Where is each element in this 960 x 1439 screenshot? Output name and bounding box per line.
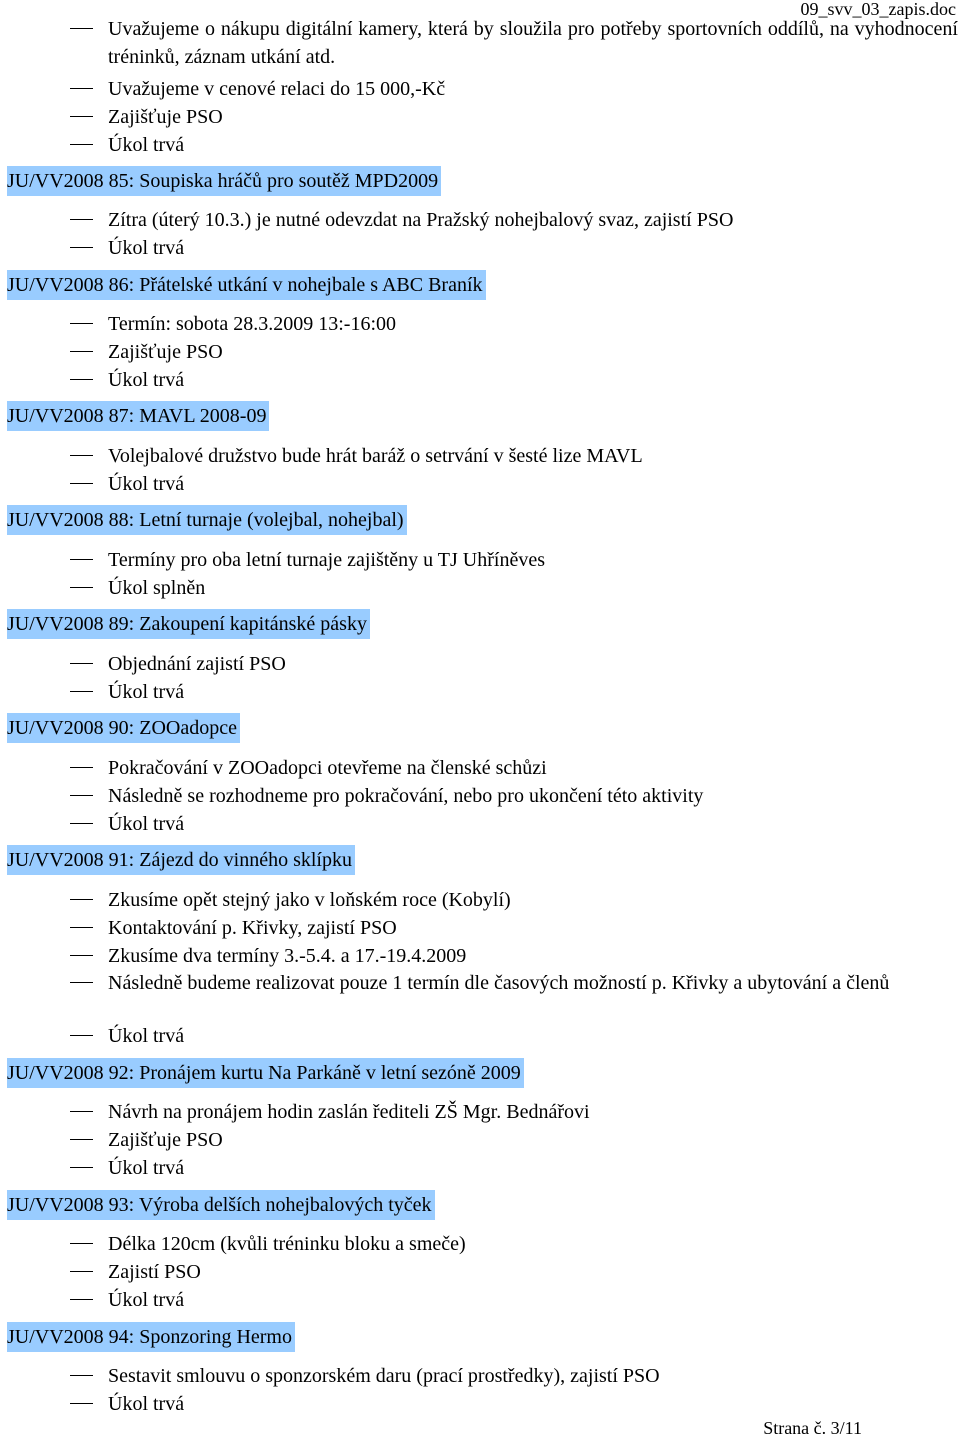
list-item <box>0 338 960 366</box>
dash-bullet-icon <box>70 88 93 89</box>
dash-bullet-icon <box>70 1271 93 1272</box>
list-item-text: Úkol trvá <box>108 813 185 835</box>
dash-bullet-icon <box>70 587 93 588</box>
list-item-text: Uvažujeme o nákupu digitální kamery, která by sloužila pro potřeby sportovních oddílů, na vyhodnocení tréninků, záznam utkání atd. <box>108 18 958 68</box>
dash-bullet-icon <box>70 899 93 900</box>
list-item <box>0 442 960 470</box>
list-item <box>0 810 960 838</box>
document-filename: 09_svv_03_zapis.doc <box>800 0 956 19</box>
section-heading: JU/VV2008 88: Letní turnaje (volejbal, nohejbal) <box>7 505 407 535</box>
list-item-text: Úkol splněn <box>108 577 206 599</box>
dash-bullet-icon <box>70 1139 93 1140</box>
list-item <box>0 678 960 706</box>
dash-bullet-icon <box>70 455 93 456</box>
dash-bullet-icon <box>70 1375 93 1376</box>
list-item-text: Zkusíme dva termíny 3.-5.4. a 17.-19.4.2009 <box>108 945 467 967</box>
dash-bullet-icon <box>70 767 93 768</box>
list-item <box>0 574 960 602</box>
list-item <box>0 131 960 159</box>
dash-bullet-icon <box>70 982 93 983</box>
list-item-text: Zajistí PSO <box>108 1261 201 1283</box>
list-item-text: Zkusíme opět stejný jako v loňském roce (Kobylí) <box>108 889 511 911</box>
list-item <box>0 914 960 942</box>
dash-bullet-icon <box>70 559 93 560</box>
list-item <box>0 1258 960 1286</box>
dash-bullet-icon <box>70 116 93 117</box>
dash-bullet-icon <box>70 927 93 928</box>
list-item <box>0 969 960 1025</box>
dash-bullet-icon <box>70 823 93 824</box>
list-item-text: Úkol trvá <box>108 681 185 703</box>
dash-bullet-icon <box>70 1167 93 1168</box>
list-item-text: Návrh na pronájem hodin zaslán řediteli ZŠ Mgr. Bednářovi <box>108 1101 590 1123</box>
list-item <box>0 1022 960 1050</box>
list-item-text: Zajišťuje PSO <box>108 341 223 363</box>
list-item-text: Pokračování v ZOOadopci otevřeme na členské schůzi <box>108 757 547 779</box>
list-item-text: Termíny pro oba letní turnaje zajištěny u TJ Uhříněves <box>108 549 546 571</box>
list-item-text: Úkol trvá <box>108 1025 185 1047</box>
section-heading: JU/VV2008 85: Soupiska hráčů pro soutěž MPD2009 <box>7 166 441 196</box>
list-item <box>0 754 960 782</box>
dash-bullet-icon <box>70 691 93 692</box>
list-item-text: Uvažujeme v cenové relaci do 15 000,-Kč <box>108 78 446 100</box>
list-item-text: Úkol trvá <box>108 1393 185 1415</box>
list-item-text: Následně budeme realizovat pouze 1 termín dle časových možností p. Křivky a ubytování a členů <box>108 972 890 994</box>
list-item-text: Následně se rozhodneme pro pokračování, nebo pro ukončení této aktivity <box>108 785 704 807</box>
list-item <box>0 103 960 131</box>
section-heading: JU/VV2008 91: Zájezd do vinného sklípku <box>7 845 355 875</box>
dash-bullet-icon <box>70 144 93 145</box>
section-heading: JU/VV2008 90: ZOOadopce <box>7 713 240 743</box>
list-item <box>0 234 960 262</box>
section-heading: JU/VV2008 87: MAVL 2008-09 <box>7 401 269 431</box>
list-item-text: Zajišťuje PSO <box>108 1129 223 1151</box>
list-item <box>0 942 960 970</box>
list-item <box>0 15 960 71</box>
dash-bullet-icon <box>70 28 93 29</box>
list-item <box>0 650 960 678</box>
dash-bullet-icon <box>70 1035 93 1036</box>
section-heading: JU/VV2008 89: Zakoupení kapitánské pásky <box>7 609 370 639</box>
list-item <box>0 206 960 234</box>
list-item-text: Úkol trvá <box>108 237 185 259</box>
dash-bullet-icon <box>70 483 93 484</box>
list-item-text: Úkol trvá <box>108 369 185 391</box>
list-item <box>0 470 960 498</box>
list-item <box>0 310 960 338</box>
list-item-text: Sestavit smlouvu o sponzorském daru (prací prostředky), zajistí PSO <box>108 1365 660 1387</box>
list-item <box>0 1362 960 1390</box>
dash-bullet-icon <box>70 955 93 956</box>
dash-bullet-icon <box>70 1243 93 1244</box>
list-item-text: Úkol trvá <box>108 1289 185 1311</box>
list-item-text: Zítra (úterý 10.3.) je nutné odevzdat na Pražský nohejbalový svaz, zajistí PSO <box>108 209 734 231</box>
section-heading: JU/VV2008 92: Pronájem kurtu Na Parkáně v letní sezóně 2009 <box>7 1058 524 1088</box>
list-item-text: Kontaktování p. Křivky, zajistí PSO <box>108 917 397 939</box>
section-heading: JU/VV2008 94: Sponzoring Hermo <box>7 1322 295 1352</box>
list-item-text: Délka 120cm (kvůli tréninku bloku a smeče) <box>108 1233 466 1255</box>
page-number: Strana č. 3/11 <box>763 1418 862 1438</box>
section-heading: JU/VV2008 86: Přátelské utkání v nohejbale s ABC Braník <box>7 270 486 300</box>
list-item-text: Úkol trvá <box>108 1157 185 1179</box>
dash-bullet-icon <box>70 247 93 248</box>
list-item <box>0 886 960 914</box>
dash-bullet-icon <box>70 219 93 220</box>
dash-bullet-icon <box>70 663 93 664</box>
list-item <box>0 1286 960 1314</box>
list-item <box>0 75 960 103</box>
list-item <box>0 1230 960 1258</box>
dash-bullet-icon <box>70 1299 93 1300</box>
list-item <box>0 1154 960 1182</box>
dash-bullet-icon <box>70 1403 93 1404</box>
list-item-text: Termín: sobota 28.3.2009 13:-16:00 <box>108 313 397 335</box>
list-item-text: Zajišťuje PSO <box>108 106 223 128</box>
list-item <box>0 1098 960 1126</box>
list-item-text: Úkol trvá <box>108 134 185 156</box>
dash-bullet-icon <box>70 351 93 352</box>
list-item <box>0 546 960 574</box>
dash-bullet-icon <box>70 379 93 380</box>
section-heading: JU/VV2008 93: Výroba delších nohejbalových tyček <box>7 1190 435 1220</box>
list-item-text: Volejbalové družstvo bude hrát baráž o setrvání v šesté lize MAVL <box>108 445 643 467</box>
list-item <box>0 782 960 810</box>
list-item <box>0 1390 960 1418</box>
dash-bullet-icon <box>70 795 93 796</box>
list-item <box>0 1126 960 1154</box>
list-item-text: Objednání zajistí PSO <box>108 653 286 675</box>
dash-bullet-icon <box>70 323 93 324</box>
dash-bullet-icon <box>70 1111 93 1112</box>
list-item <box>0 366 960 394</box>
list-item-text: Úkol trvá <box>108 473 185 495</box>
